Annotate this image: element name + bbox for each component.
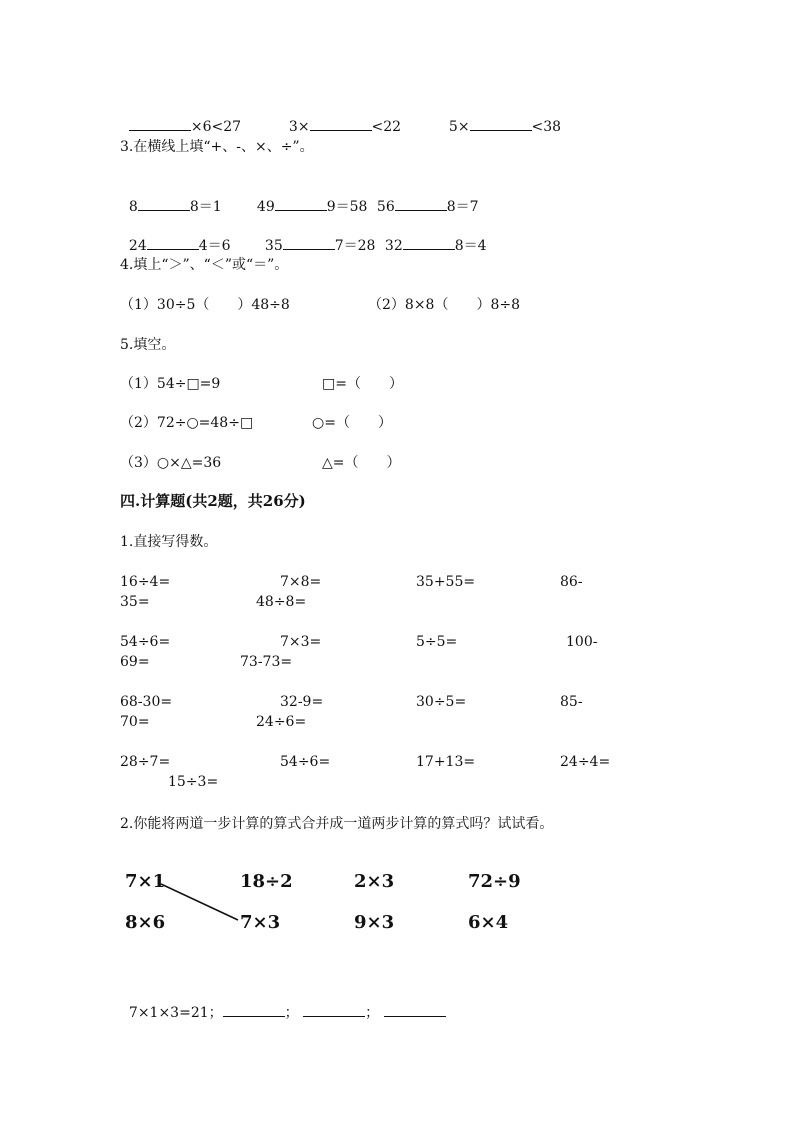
- calc-item: 68-30=: [120, 694, 173, 710]
- q3-item: 8 8＝1: [120, 178, 222, 216]
- calc-item: 54÷6=: [120, 634, 171, 650]
- direct-calc-title: 1.直接写得数。: [120, 534, 218, 550]
- calc-item: 16÷4=: [120, 574, 171, 590]
- expr-top: 2×3: [354, 871, 395, 892]
- calc-item: 15÷3=: [168, 774, 219, 790]
- inequality-3: 5× <38: [440, 98, 561, 136]
- q4-title: 4.填上“＞”、“＜”或“＝”。: [120, 257, 289, 273]
- calc-item: 86-: [560, 574, 583, 590]
- expr-bottom: 6×4: [468, 912, 509, 933]
- q5-answer-2: ○=（ ）: [312, 415, 392, 431]
- calc-item: 24÷4=: [560, 754, 611, 770]
- answer-blank[interactable]: [384, 1002, 446, 1017]
- expr-top: 7×1: [125, 871, 166, 892]
- q5-item-1: （1）54÷□=9: [120, 376, 221, 392]
- calc-item-wrap: 70=: [120, 714, 150, 730]
- calc-item: 5÷5=: [416, 634, 458, 650]
- calc-item: 28÷7=: [120, 754, 171, 770]
- calc-item-wrap: 69=: [120, 654, 150, 670]
- calc-item: 73-73=: [240, 654, 293, 670]
- q3-item: 49 9＝58: [248, 178, 367, 216]
- expr-bottom: 9×3: [354, 912, 395, 933]
- calc-item: 7×3=: [280, 634, 322, 650]
- calc-item: 48÷8=: [256, 594, 307, 610]
- q5-answer-3: △=（ ）: [322, 455, 401, 471]
- calc-item-wrap: 35=: [120, 594, 150, 610]
- q3-item: 56 8＝7: [368, 178, 479, 216]
- q4-item-2: （2）8×8（ ）8÷8: [368, 297, 520, 313]
- calc-item: 32-9=: [280, 694, 324, 710]
- inequality-2: 3× <22: [280, 98, 401, 136]
- expr-top: 72÷9: [468, 871, 521, 892]
- section-heading: 四.计算题(共2题，共26分): [120, 492, 306, 510]
- calc-item: 100-: [566, 634, 598, 650]
- q3-item: 32 8＝4: [376, 217, 487, 255]
- combine-title: 2.你能将两道一步计算的算式合并成一道两步计算的算式吗？试试看。: [120, 816, 554, 832]
- q5-item-2: （2）72÷○=48÷□: [120, 415, 254, 431]
- expr-bottom: 8×6: [125, 912, 166, 933]
- answer-blank[interactable]: [303, 1002, 365, 1017]
- combine-answer-line: 7×1×3=21； ； ；: [120, 984, 446, 1022]
- q3-item: 24 4＝6: [120, 217, 231, 255]
- calc-item: 7×8=: [280, 574, 322, 590]
- calc-item: 17+13=: [416, 754, 476, 770]
- calc-item: 24÷6=: [256, 714, 307, 730]
- calc-item: 85-: [560, 694, 583, 710]
- inequality-1-tail: ×6<27: [190, 119, 242, 135]
- q5-answer-1: □=（ ）: [322, 376, 403, 392]
- q3-item: 35 7＝28: [256, 217, 375, 255]
- expr-top: 18÷2: [240, 871, 293, 892]
- q4-item-1: （1）30÷5（ ）48÷8: [120, 297, 290, 313]
- connector-line: [161, 884, 238, 920]
- expr-bottom: 7×3: [240, 912, 281, 933]
- calc-item: 35+55=: [416, 574, 476, 590]
- q5-item-3: （3）○×△=36: [120, 455, 222, 471]
- calc-item: 54÷6=: [280, 754, 331, 770]
- calc-item: 30÷5=: [416, 694, 467, 710]
- q5-title: 5.填空。: [120, 337, 176, 353]
- answer-blank[interactable]: [223, 1002, 285, 1017]
- q3-title: 3.在横线上填“+、-、×、÷”。: [120, 139, 314, 155]
